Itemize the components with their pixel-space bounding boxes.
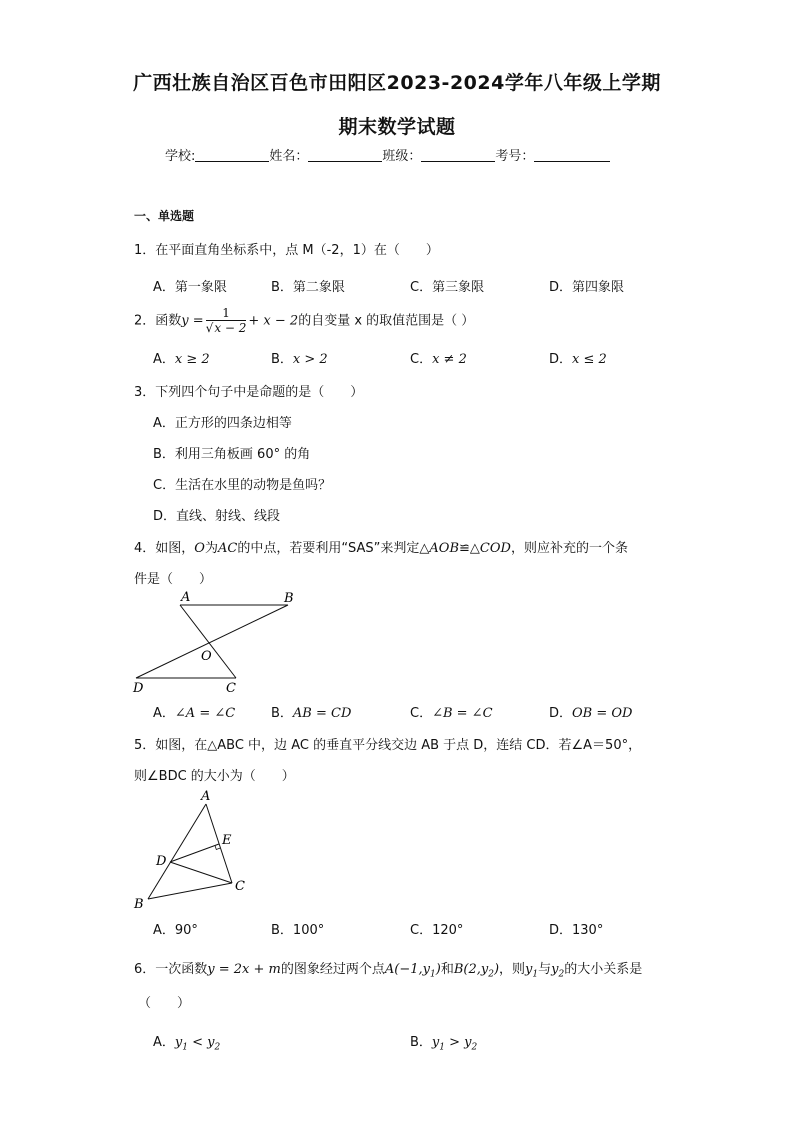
q5-option-a[interactable]: A．90°	[153, 923, 198, 938]
q2-option-b[interactable]: B．x > 2	[271, 352, 328, 367]
q3-option-d[interactable]: D．直线、射线、线段	[153, 509, 281, 524]
q2-option-a[interactable]: A．x ≥ 2	[153, 352, 210, 367]
q2-fraction: $\frac{1}{√x - 2}$	[205, 306, 247, 335]
q2-frac-num: 1	[206, 306, 247, 321]
q5-segment-de	[170, 844, 219, 862]
question-5-line1: 5．如图，在△ABC 中，边 AC 的垂直平分线交边 AB 于点 D，连结 CD．若∠A＝50°，	[134, 738, 642, 753]
q1-option-a[interactable]: A．第一象限	[153, 280, 227, 295]
q5-label-d: D	[156, 854, 167, 869]
q1-option-d[interactable]: D．第四象限	[549, 280, 625, 295]
name-label: 姓名：	[269, 149, 309, 164]
q5-label-c: C	[235, 879, 245, 894]
q4-label-c: C	[226, 681, 236, 696]
q5-segment-dc	[170, 862, 232, 883]
question-5-line2: 则∠BDC 的大小为（ ）	[134, 769, 295, 784]
exam-title-line1: 广西壮族自治区百色市田阳区2023-2024学年八年级上学期	[133, 72, 661, 94]
q5-segment-bc	[148, 883, 232, 899]
q4-label-o: O	[201, 649, 212, 664]
question-3: 3．下列四个句子中是命题的是（ ）	[134, 385, 364, 400]
q3-option-c[interactable]: C．生活在水里的动物是鱼吗？	[153, 478, 332, 493]
q5-figure	[130, 786, 260, 912]
exam-title-line2: 期末数学试题	[338, 116, 456, 138]
q4-segment-ac	[180, 605, 236, 678]
q2-frac-den: x − 2	[214, 321, 247, 335]
q1-option-c[interactable]: C．第三象限	[410, 280, 485, 295]
question-6-line2: （ ）	[138, 996, 191, 1011]
q2-prefix: 2．函数	[134, 313, 182, 329]
q5-label-b: B	[134, 897, 144, 912]
q5-label-a: A	[201, 789, 211, 804]
q5-option-b[interactable]: B．100°	[271, 923, 325, 938]
q5-label-e: E	[222, 833, 232, 848]
number-label: 考号：	[495, 149, 535, 164]
q4-option-c[interactable]: C．∠B = ∠C	[410, 706, 493, 721]
question-4-line1: 4．如图，O为AC的中点，若要利用“SAS”来判定△AOB≌△COD，则应补充的一个条	[134, 541, 628, 556]
q6-option-b[interactable]: B．$y_1 > y_2$	[410, 1035, 478, 1053]
q3-option-a[interactable]: A．正方形的四条边相等	[153, 416, 292, 431]
q4-label-b: B	[284, 591, 294, 606]
q3-option-b[interactable]: B．利用三角板画 60° 的角	[153, 447, 311, 462]
q4-label-a: A	[181, 590, 191, 605]
school-label: 学校:	[165, 149, 196, 164]
q4-option-b[interactable]: B．AB = CD	[271, 706, 352, 721]
question-4-line2: 件是（ ）	[134, 572, 213, 587]
q6-option-a[interactable]: A．$y_1 < y_2$	[153, 1035, 221, 1053]
question-1: 1．在平面直角坐标系中，点 M（-2，1）在（ ）	[134, 243, 439, 258]
q4-segment-bd	[136, 605, 288, 678]
q4-option-a[interactable]: A．∠A = ∠C	[153, 706, 236, 721]
q2-func-tail: + x − 2	[248, 313, 299, 329]
q2-func-y: y =	[181, 313, 204, 329]
q1-option-b[interactable]: B．第二象限	[271, 280, 345, 295]
q4-figure	[128, 588, 308, 696]
class-label: 班级：	[382, 149, 422, 164]
question-2	[134, 306, 474, 336]
section-title: 一、单选题	[134, 209, 195, 223]
class-field[interactable]	[421, 149, 495, 162]
q5-option-c[interactable]: C．120°	[410, 923, 464, 938]
q5-option-d[interactable]: D．130°	[549, 923, 604, 938]
school-field[interactable]	[195, 149, 269, 162]
q2-option-c[interactable]: C．x ≠ 2	[410, 352, 467, 367]
q4-option-d[interactable]: D．OB = OD	[549, 706, 633, 721]
q2-option-d[interactable]: D．x ≤ 2	[549, 352, 607, 367]
q4-label-d: D	[133, 681, 144, 696]
number-field[interactable]	[534, 149, 610, 162]
question-6-line1: 6．一次函数y = 2x + m的图象经过两个点$A(-1,y_1)$和$B(2,y_2)$，则$y_1$与$y_2$的大小关系是	[134, 962, 643, 980]
q2-suffix: 的自变量 x 的取值范围是（ ）	[298, 313, 475, 329]
name-field[interactable]	[308, 149, 382, 162]
student-info-row	[165, 145, 610, 164]
